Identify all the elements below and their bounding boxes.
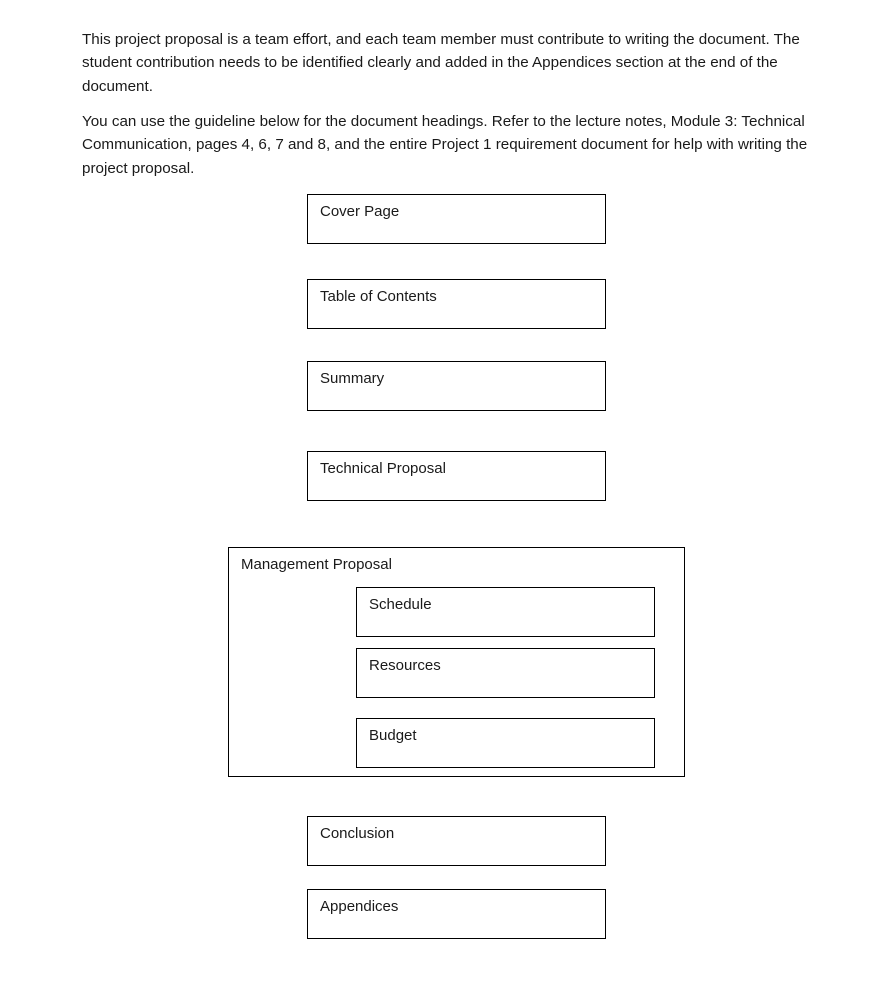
heading-box-summary (307, 361, 606, 411)
subheading-box-schedule (356, 587, 655, 637)
intro-paragraph-2: You can use the guideline below for the document headings. Refer to the lecture notes, Module 3: Technical Communication, pages 4, 6, 7 and 8, and the entire Project 1 requirement document for help with writing the project proposal. (82, 113, 808, 177)
heading-box-cover-page (307, 194, 606, 244)
subheading-label-schedule: Schedule (369, 596, 432, 613)
subheading-box-resources (356, 648, 655, 698)
heading-label-table-of-contents: Table of Contents (320, 288, 437, 305)
heading-label-conclusion: Conclusion (320, 825, 395, 842)
heading-label-technical-proposal: Technical Proposal (320, 460, 446, 477)
subheading-box-budget (356, 718, 655, 768)
heading-label-appendices: Appendices (320, 898, 399, 915)
heading-box-appendices (307, 889, 606, 939)
heading-box-table-of-contents (307, 279, 606, 329)
heading-label-summary: Summary (320, 370, 385, 387)
heading-box-management-proposal (228, 547, 685, 777)
heading-box-conclusion (307, 816, 606, 866)
intro-paragraph-1: This project proposal is a team effort, and each team member must contribute to writing the document. The student contribution needs to be identified clearly and added in the Appendices section at the end of the document. (82, 31, 800, 95)
heading-label-management-proposal: Management Proposal (241, 556, 392, 573)
heading-box-technical-proposal (307, 451, 606, 501)
subheading-label-resources: Resources (369, 657, 441, 674)
subheading-label-budget: Budget (369, 727, 417, 744)
heading-label-cover-page: Cover Page (320, 203, 400, 220)
